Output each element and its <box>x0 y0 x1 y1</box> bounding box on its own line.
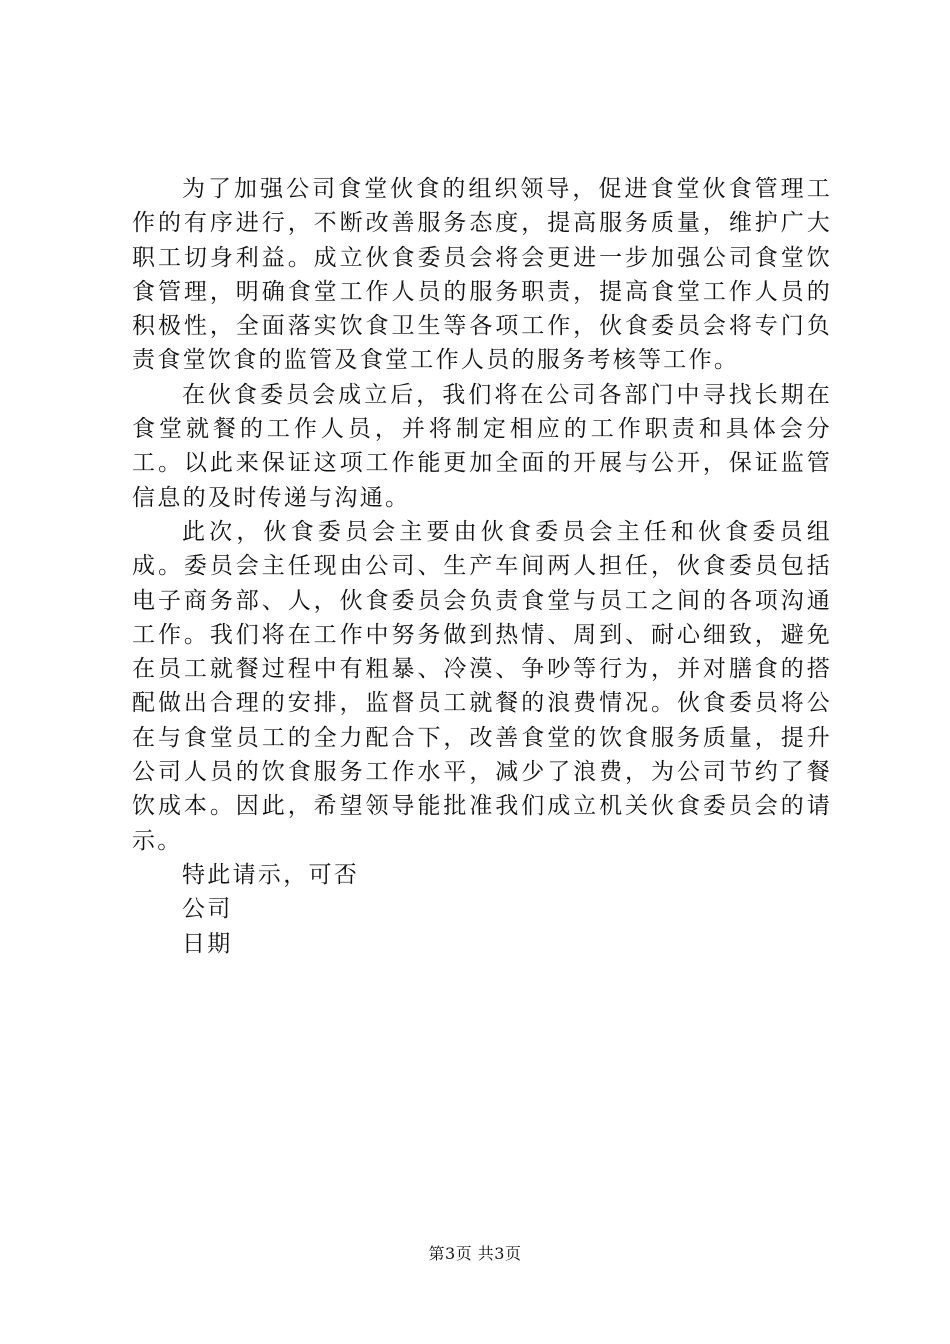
document-body <box>132 172 832 961</box>
closing-request-line: 特此请示，可否 <box>182 861 360 888</box>
paragraph-purpose: 为了加强公司食堂伙食的组织领导，促进食堂伙食管理工作的有序进行，不断改善服务态度，提高服务质量，维护广大职工切身利益。成立伙食委员会将会更进一步加强公司食堂饮食管理，明确食堂工作人员的服务职责，提高食堂工作人员的积极性，全面落实饮食卫生等各项工作，伙食委员会将专门负责食堂饮食的监管及食堂工作人员的服务考核等工作。 <box>132 176 832 374</box>
paragraph-staffing: 在伙食委员会成立后，我们将在公司各部门中寻找长期在食堂就餐的工作人员，并将制定相应的工作职责和具体会分工。以此来保证这项工作能更加全面的开展与公开，保证监管信息的及时传递与沟通。 <box>132 381 832 511</box>
closing-company: 公司 <box>182 896 233 923</box>
paragraph-composition: 此次，伙食委员会主要由伙食委员会主任和伙食委员组成。委员会主任现由公司、生产车间两人担任，伙食委员包括电子商务部、人，伙食委员会负责食堂与员工之间的各项沟通工作。我们将在工作中努务做到热情、周到、耐心细致，避免在员工就餐过程中有粗暴、冷漠、争吵等行为，并对膳食的搭配做出合理的安排，监督员工就餐的浪费情况。伙食委员将公在与食堂员工的全力配合下，改善食堂的饮食服务质量，提升公司人员的饮食服务工作水平，减少了浪费，为公司节约了餐饮成本。因此，希望领导能批准我们成立机关伙食委员会的请示。 <box>132 518 832 854</box>
closing-date: 日期 <box>182 930 233 957</box>
page-footer: 第3页 共3页 <box>428 1244 522 1263</box>
